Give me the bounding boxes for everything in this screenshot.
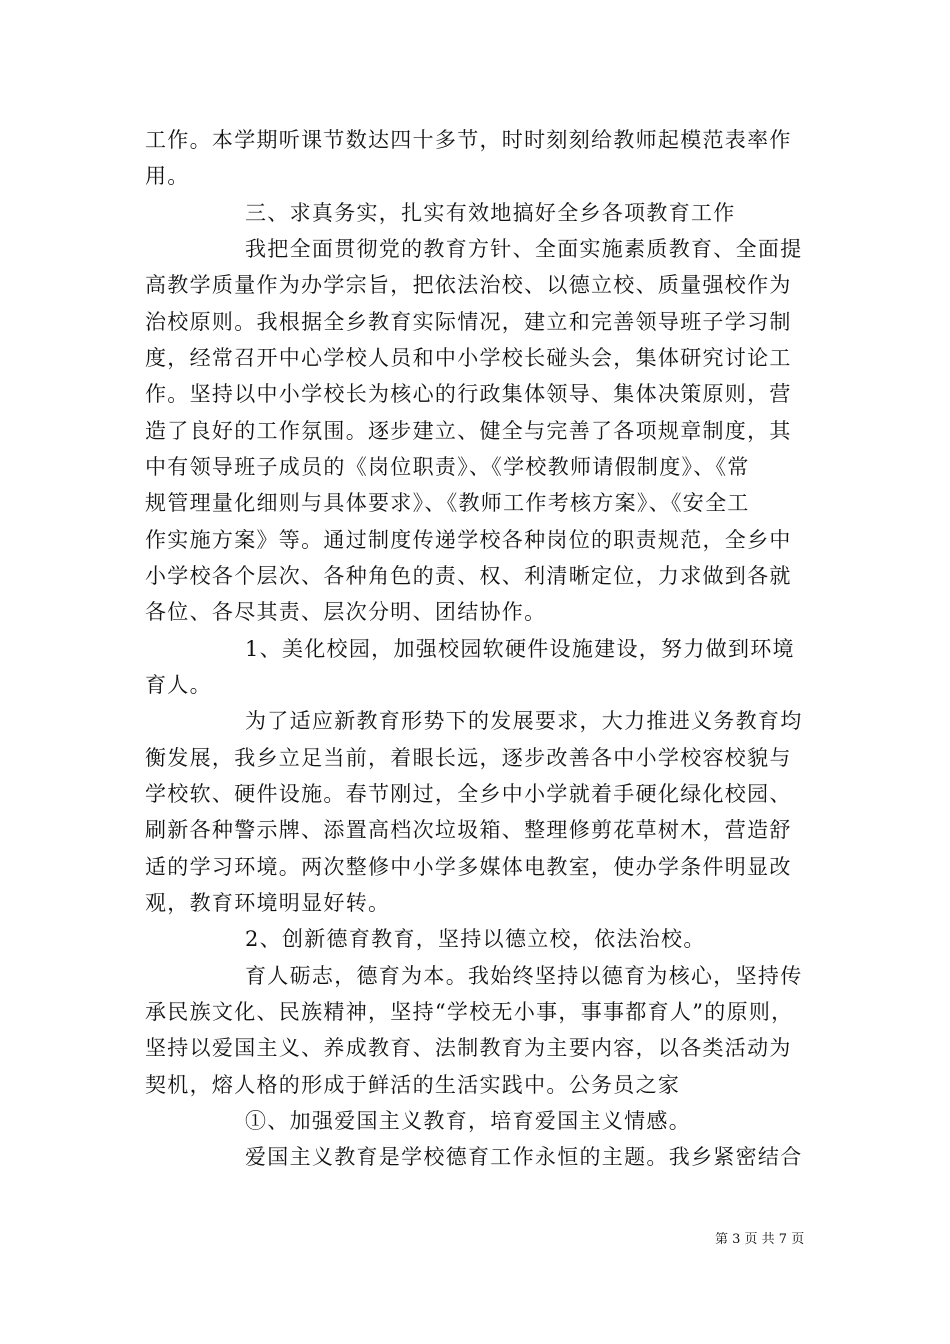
body-line: 度，经常召开中心学校人员和中小学校长碰头会，集体研究讨论工: [145, 346, 792, 370]
subsection-heading: 1、美化校园，加强校园软硬件设施建设，努力做到环境: [245, 637, 795, 661]
body-line: 造了良好的工作氛围。逐步建立、健全与完善了各项规章制度，其: [145, 419, 792, 443]
subsection-heading: 2、创新德育教育，坚持以德立校，依法治校。: [245, 927, 706, 951]
body-line: 坚持以爱国主义、养成教育、法制教育为主要内容，以各类活动为: [145, 1036, 792, 1060]
body-line: 中有领导班子成员的《岗位职责》、《学校教师请假制度》、《常: [145, 455, 750, 479]
body-line: 高教学质量作为办学宗旨，把依法治校、以德立校、质量强校作为: [145, 273, 792, 297]
paragraph-start: 育人砺志，德育为本。我始终坚持以德育为核心，坚持传: [245, 964, 803, 988]
body-line: 衡发展，我乡立足当前，着眼长远，逐步改善各中小学校容校貌与: [145, 746, 792, 770]
body-line: 各位、各尽其责、层次分明、团结协作。: [145, 600, 547, 624]
paragraph-start: 为了适应新教育形势下的发展要求，大力推进义务教育均: [245, 709, 803, 733]
body-line: 观，教育环境明显好转。: [145, 891, 391, 915]
body-line: 小学校各个层次、各种角色的责、权、利清晰定位，力求做到各就: [145, 564, 792, 588]
body-line: 工作。本学期听课节数达四十多节，时时刻刻给教师起模范表率作: [145, 128, 792, 152]
body-line: 用。: [145, 164, 190, 188]
body-line: 规管理量化细则与具体要求》、《教师工作考核方案》、《安全工: [145, 491, 750, 515]
body-line: 承民族文化、民族精神，坚持“学校无小事，事事都育人”的原则，: [145, 1000, 794, 1024]
subsection-heading: ①、加强爱国主义教育，培育爱国主义情感。: [245, 1109, 691, 1133]
paragraph-start: 爱国主义教育是学校德育工作永恒的主题。我乡紧密结合: [245, 1145, 803, 1169]
body-line: 适的学习环境。两次整修中小学多媒体电教室，使办学条件明显改: [145, 855, 792, 879]
body-line: 学校软、硬件设施。春节刚过，全乡中小学就着手硬化绿化校园、: [145, 782, 792, 806]
body-line: 刷新各种警示牌、添置高档次垃圾箱、整理修剪花草树木，营造舒: [145, 818, 792, 842]
body-line: 作实施方案》等。通过制度传递学校各种岗位的职责规范，全乡中: [145, 528, 792, 552]
body-line: 治校原则。我根据全乡教育实际情况，建立和完善领导班子学习制: [145, 310, 792, 334]
body-line: 作。坚持以中小学校长为核心的行政集体领导、集体决策原则，营: [145, 382, 792, 406]
section-heading: 三、求真务实，扎实有效地搞好全乡各项教育工作: [245, 201, 736, 225]
page-number: 第 3 页 共 7 页: [715, 1232, 805, 1247]
body-line: 契机，熔人格的形成于鲜活的生活实践中。公务员之家: [145, 1073, 681, 1097]
paragraph-start: 我把全面贯彻党的教育方针、全面实施素质教育、全面提: [245, 237, 803, 261]
body-line: 育人。: [145, 673, 212, 697]
